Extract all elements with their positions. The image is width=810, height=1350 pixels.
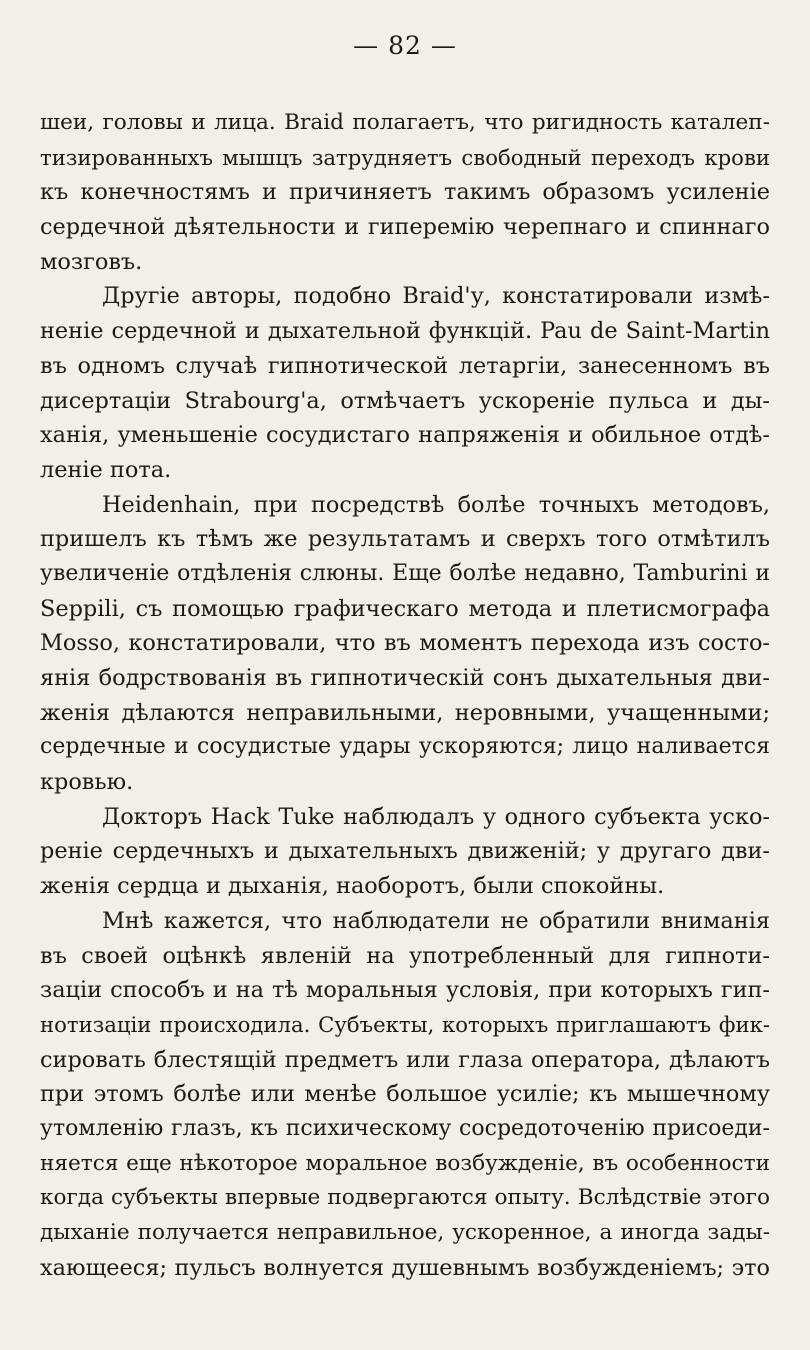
text-line: женія дѣлаются неправильными, неровными, учащенными; — [40, 699, 770, 726]
text-line: ханія, уменьшеніе сосудистаго напряженія и обильное отдѣ- — [40, 422, 770, 449]
text-line: янія бодрствованія въ гипнотическій сонъ дыхательныя дви- — [40, 665, 770, 691]
text-line: сердечные и сосудистые удары ускоряются; лицо наливается — [40, 734, 770, 760]
text-line: Мнѣ кажется, что наблюдатели не обратили вниманія — [102, 907, 770, 934]
text-line: къ конечностямъ и причиняетъ такимъ образомъ усиленіе — [40, 179, 770, 206]
text-line: шеи, головы и лица. Braid полагаетъ, что ригидность каталеп- — [40, 110, 770, 135]
text-line: реніе сердечныхъ и дыхательныхъ движеній; у другаго дви- — [40, 838, 770, 865]
text-line: дисертаціи Strabourg'а, отмѣчаетъ ускореніе пульса и ды- — [40, 387, 770, 414]
text-line: нотизаціи происходила. Субъекты, которыхъ приглашаютъ фик- — [40, 1011, 770, 1037]
text-line: дыханіе получается неправильное, ускоренное, а иногда зады- — [40, 1220, 770, 1245]
text-line: неніе сердечной и дыхательной функцій. Pau de Saint-Martin — [40, 318, 770, 345]
text-line: тизированныхъ мышцъ затрудняетъ свободный переходъ крови — [40, 144, 770, 170]
text-line: Seppili, съ помощью графическаго метода и плетисмографа — [40, 595, 770, 622]
text-line: Mosso, констатировали, что въ моментъ перехода изъ состо- — [40, 630, 770, 657]
text-line: няется еще нѣкоторое моральное возбужденіе, въ особенности — [40, 1150, 770, 1176]
text-line: пришелъ къ тѣмъ же результатамъ и сверхъ того отмѣтилъ — [40, 526, 770, 553]
text-line: заціи способъ и на тѣ моральныя условія, при которыхъ гип- — [40, 977, 770, 1004]
body-text — [40, 106, 770, 1285]
text-line: сердечной дѣятельности и гиперемію черепнаго и спиннаго — [40, 214, 770, 241]
text-line: женія сердца и дыханія, наоборотъ, были спокойны. — [40, 873, 665, 900]
text-line: Другіе авторы, подобно Braid'у, констатировали измѣ- — [102, 283, 770, 310]
text-line: мозговъ. — [40, 248, 143, 275]
text-line: кровью. — [40, 769, 134, 796]
text-line: Докторъ Hack Tuke наблюдалъ у одного субъекта уско- — [102, 803, 770, 830]
text-line: въ своей оцѣнкѣ явленій на употребленный для гипноти- — [40, 942, 770, 969]
text-line: въ одномъ случаѣ гипнотической летаргіи, занесенномъ въ — [40, 352, 770, 379]
text-line: утомленію глазъ, къ психическому сосредоточенію присоеди- — [40, 1115, 770, 1141]
page-number: — 82 — — [353, 31, 457, 60]
text-line: при этомъ болѣе или менѣе большое усиліе; къ мышечному — [40, 1081, 770, 1108]
text-line: сировать блестящій предметъ или глаза оператора, дѣлаютъ — [40, 1046, 770, 1073]
text-line: леніе пота. — [40, 456, 172, 483]
text-line: хающееся; пульсъ волнуется душевнымъ возбужденіемъ; это — [40, 1254, 770, 1281]
text-line: Heidenhain, при посредствѣ болѣе точныхъ методовъ, — [102, 491, 770, 518]
text-line: когда субъекты впервые подвергаются опыту. Вслѣдствіе этого — [40, 1185, 770, 1211]
text-line: увеличеніе отдѣленія слюны. Еще болѣе недавно, Tamburini и — [40, 560, 770, 586]
